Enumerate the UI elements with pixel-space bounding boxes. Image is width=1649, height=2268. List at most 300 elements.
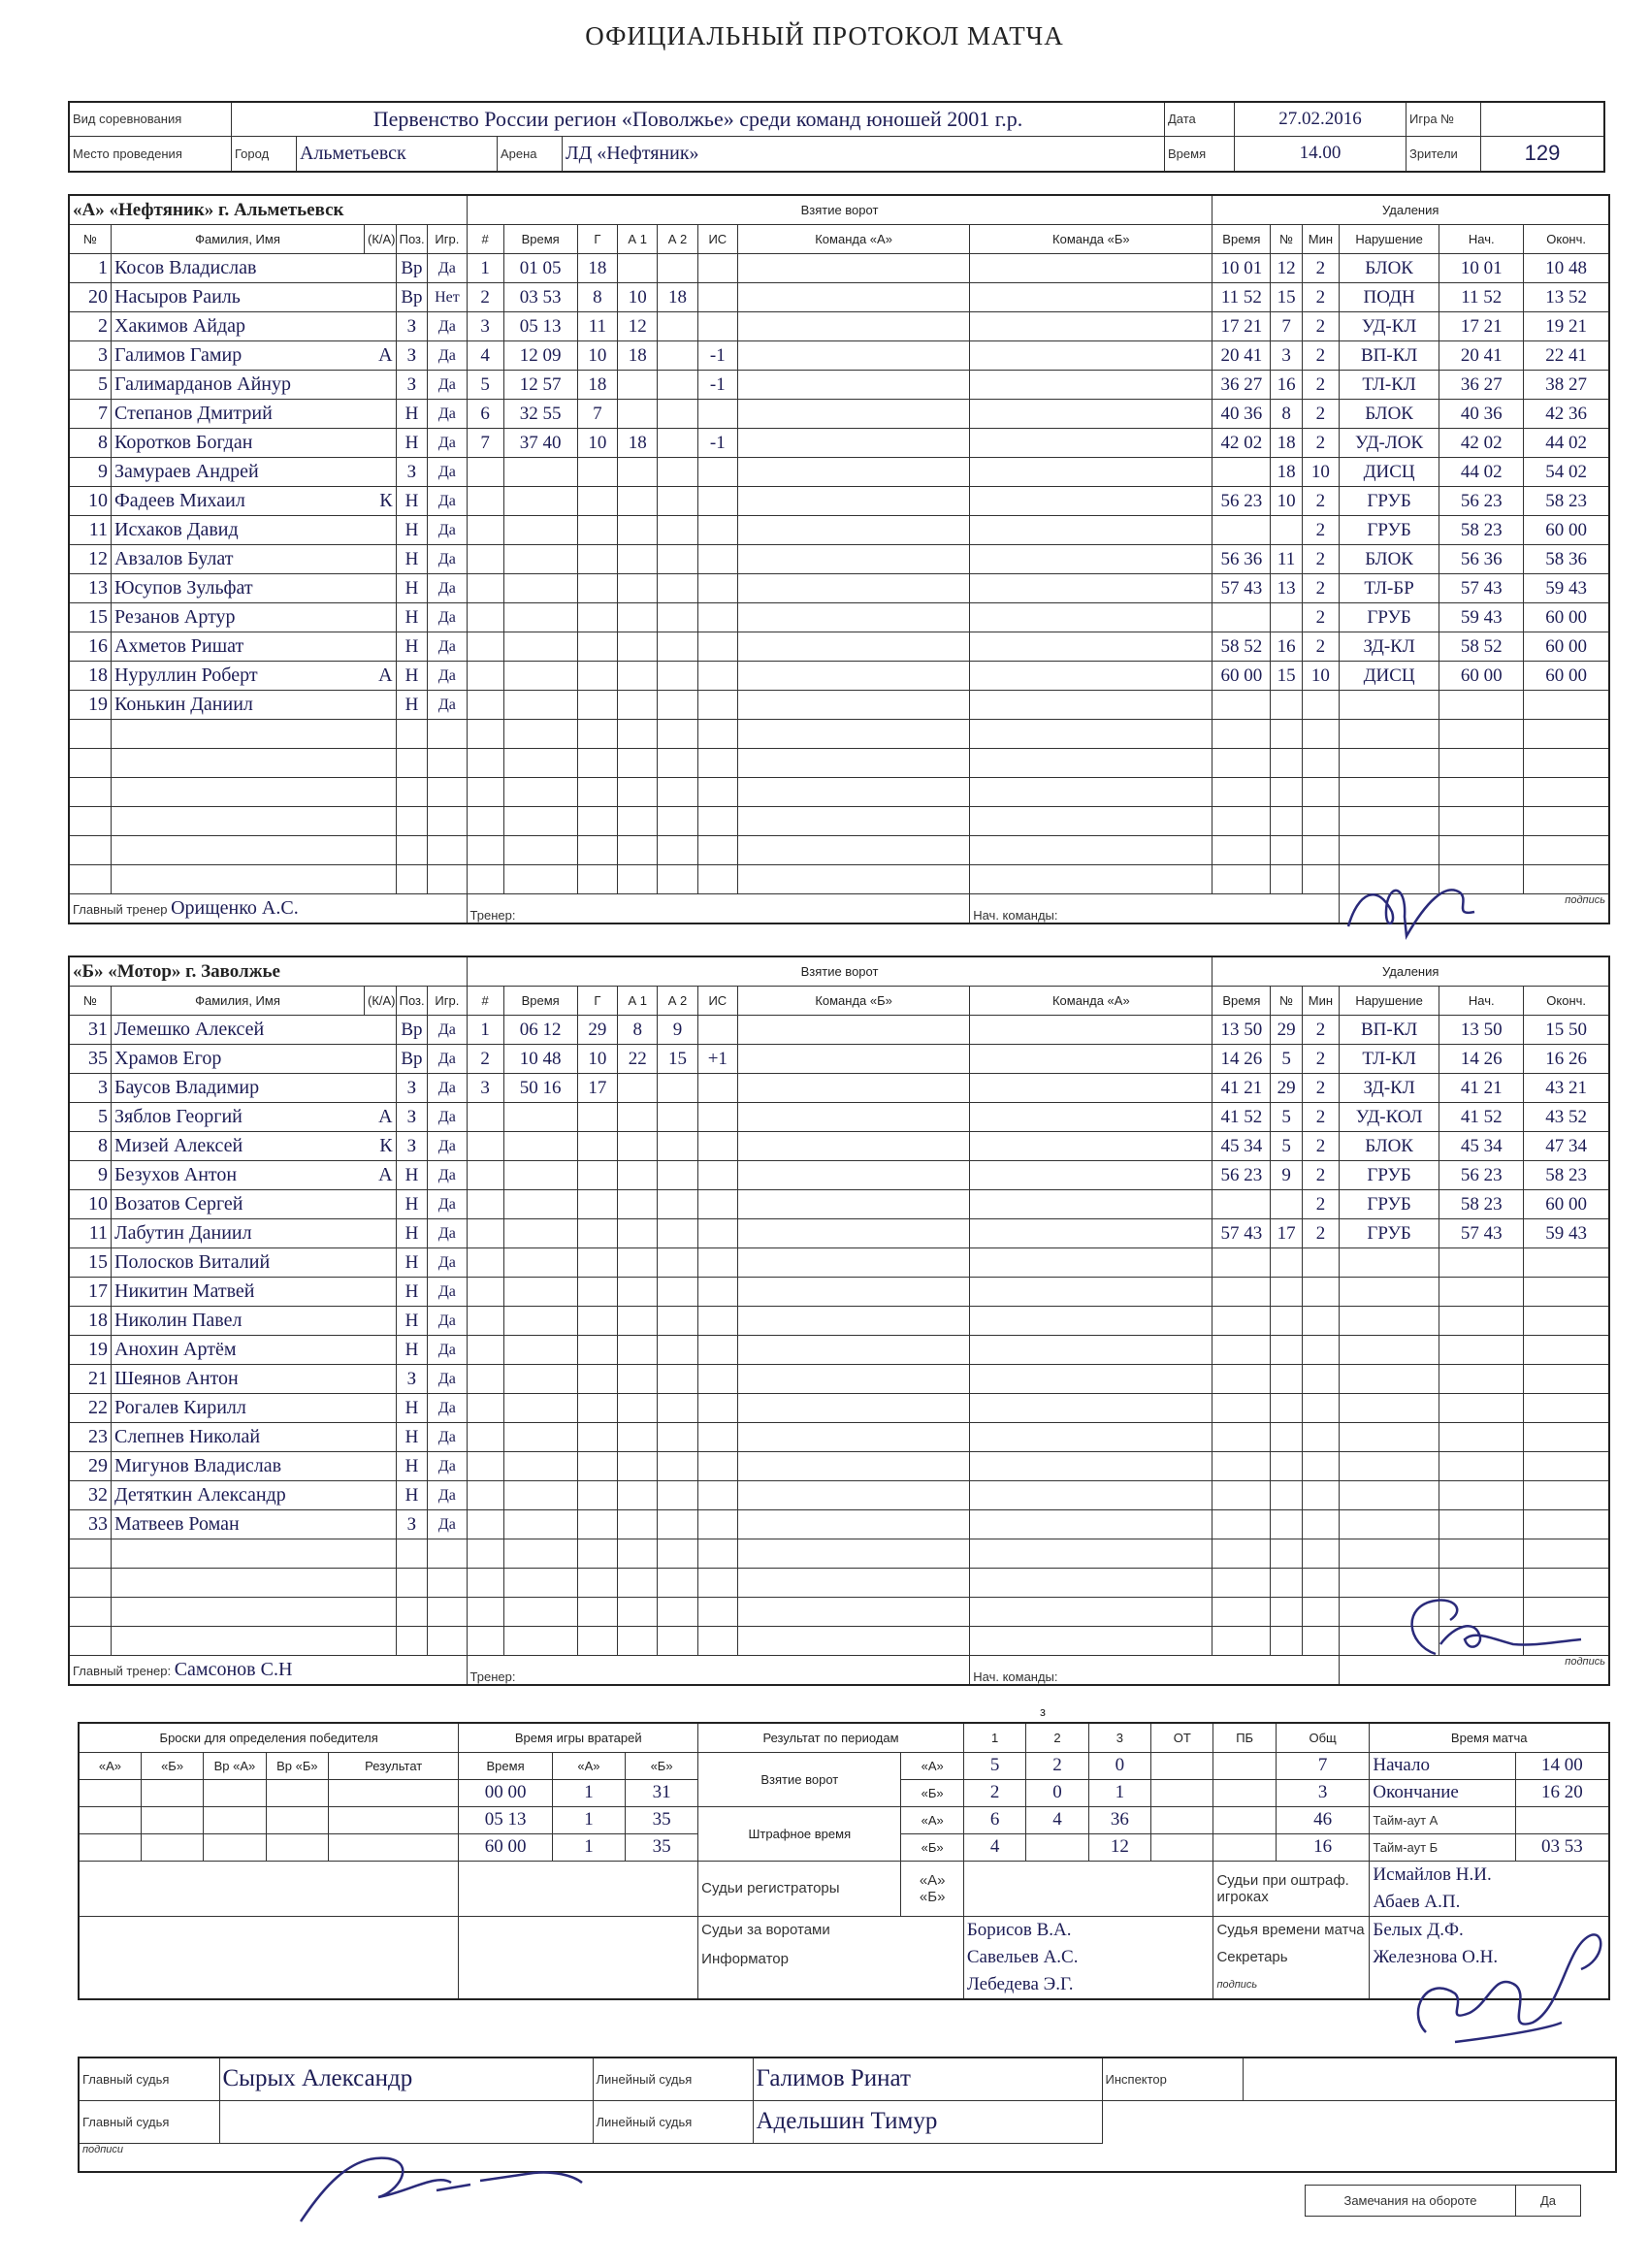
table-row [69, 1539, 1609, 1569]
player-name: Галимарданов Айнур [112, 371, 365, 400]
player-position [396, 1569, 428, 1598]
b-col-14: № [1271, 987, 1303, 1016]
gk-row-1-a: 1 [552, 1779, 625, 1806]
line-team-1 [737, 836, 969, 865]
penalty-player [1271, 516, 1303, 545]
goal-situation [697, 254, 737, 283]
table-row [69, 545, 1609, 574]
penalty-end [1524, 1539, 1609, 1569]
player-position: Н [396, 603, 428, 632]
goal-scorer [577, 574, 617, 603]
player-position: Н [396, 574, 428, 603]
player-name: Мизей Алексей [112, 1132, 365, 1161]
penalty-minutes: 2 [1302, 632, 1339, 662]
line-team-2 [970, 1161, 1212, 1190]
goal-situation [697, 836, 737, 865]
pim-b-ot [1151, 1833, 1213, 1861]
penalty-time: 60 00 [1212, 662, 1271, 691]
player-played [428, 807, 467, 836]
table-row [69, 1016, 1609, 1045]
penalty-player [1271, 1248, 1303, 1278]
penalty-violation [1339, 1394, 1439, 1423]
pim-a-p2: 4 [1026, 1806, 1088, 1833]
penalty-violation: УД-КОЛ [1339, 1103, 1439, 1132]
penalty-minutes: 2 [1302, 341, 1339, 371]
penalty-start: 58 23 [1439, 1190, 1524, 1219]
goal-time [503, 1336, 577, 1365]
penalty-start: 58 23 [1439, 516, 1524, 545]
player-ka [365, 1539, 397, 1569]
goal-scorer [577, 662, 617, 691]
player-ka [365, 1510, 397, 1539]
player-name: Ахметов Ришат [112, 632, 365, 662]
goal-number [467, 574, 503, 603]
goal-number [467, 1132, 503, 1161]
goal-assist-2 [658, 1598, 697, 1627]
line-team-1 [737, 516, 969, 545]
penalty-violation: ГРУБ [1339, 487, 1439, 516]
goal-assist-1 [618, 749, 658, 778]
goal-time [503, 1452, 577, 1481]
goal-time [503, 749, 577, 778]
b-col-16: Нарушение [1339, 987, 1439, 1016]
goal-assist-2 [658, 1132, 697, 1161]
penalty-start: 41 52 [1439, 1103, 1524, 1132]
goal-scorer [577, 1539, 617, 1569]
goal-judge-2: Савельев А.С. [966, 1946, 1079, 1967]
goal-scorer: 10 [577, 341, 617, 371]
player-number: 10 [69, 487, 112, 516]
player-name [112, 720, 365, 749]
player-ka [365, 1569, 397, 1598]
penalty-time: 17 21 [1212, 312, 1271, 341]
penalty-start [1439, 1481, 1524, 1510]
penalty-end: 47 34 [1524, 1132, 1609, 1161]
penalty-time [1212, 1278, 1271, 1307]
penalty-end: 54 02 [1524, 458, 1609, 487]
penalty-start [1439, 1307, 1524, 1336]
goal-assist-1 [618, 1132, 658, 1161]
goal-scorer [577, 1569, 617, 1598]
line-team-2 [970, 1365, 1212, 1394]
player-name: Никитин Матвей [112, 1278, 365, 1307]
goal-situation: +1 [697, 1045, 737, 1074]
player-played: Да [428, 516, 467, 545]
line-team-1 [737, 720, 969, 749]
player-position: Н [396, 1248, 428, 1278]
so-col-result: Результат [329, 1752, 459, 1779]
penalty-minutes [1302, 836, 1339, 865]
penalty-time [1212, 1569, 1271, 1598]
goal-number: 2 [467, 1045, 503, 1074]
goal-assist-1 [618, 1161, 658, 1190]
player-position: Вр [396, 1045, 428, 1074]
gk-title: Время игры вратарей [459, 1723, 698, 1752]
player-played: Да [428, 312, 467, 341]
penalty-time: 36 27 [1212, 371, 1271, 400]
goal-number [467, 1510, 503, 1539]
table-row [69, 1132, 1609, 1161]
b-col-13: Время [1212, 987, 1271, 1016]
line-team-2 [970, 1190, 1212, 1219]
penalty-minutes [1302, 865, 1339, 894]
penalty-violation [1339, 1248, 1439, 1278]
penalty-start [1439, 749, 1524, 778]
remarks-table [1305, 2185, 1581, 2217]
date-label: Дата [1165, 102, 1235, 136]
goal-number [467, 865, 503, 894]
arena-label: Арена [498, 137, 563, 171]
b-col-10: ИС [697, 987, 737, 1016]
goal-assist-2 [658, 1307, 697, 1336]
player-position: Н [396, 487, 428, 516]
player-name [112, 778, 365, 807]
player-position: Н [396, 1219, 428, 1248]
goal-assist-2 [658, 487, 697, 516]
penalty-start: 56 36 [1439, 545, 1524, 574]
player-name: Юсупов Зульфат [112, 574, 365, 603]
goal-number [467, 1219, 503, 1248]
line-team-1 [737, 1423, 969, 1452]
penalty-judges-label: Судьи при оштраф. игроках [1213, 1861, 1370, 1916]
table-row [69, 691, 1609, 720]
penalty-time: 13 50 [1212, 1016, 1271, 1045]
player-position: Н [396, 1423, 428, 1452]
goal-scorer: 18 [577, 254, 617, 283]
player-name: Замураев Андрей [112, 458, 365, 487]
player-number: 7 [69, 400, 112, 429]
goal-time [503, 1598, 577, 1627]
table-row [69, 1481, 1609, 1510]
so-col-gkb: Вр «Б» [266, 1752, 328, 1779]
table-row [69, 720, 1609, 749]
goal-situation [697, 1307, 737, 1336]
penalty-end [1524, 749, 1609, 778]
player-ka [365, 632, 397, 662]
goal-scorer [577, 487, 617, 516]
table-row [69, 1394, 1609, 1423]
player-played: Да [428, 1278, 467, 1307]
goal-assist-2: 18 [658, 283, 697, 312]
player-played: Да [428, 1510, 467, 1539]
penalty-violation [1339, 778, 1439, 807]
player-name: Полосков Виталий [112, 1248, 365, 1278]
a-col-4: Игр. [428, 225, 467, 254]
penalty-violation [1339, 1481, 1439, 1510]
gk-row-2-a: 1 [552, 1806, 625, 1833]
goal-assist-1 [618, 1190, 658, 1219]
line-team-2 [970, 545, 1212, 574]
player-played: Да [428, 1074, 467, 1103]
player-played: Да [428, 1481, 467, 1510]
penalty-violation [1339, 1307, 1439, 1336]
competition-value: Первенство России регион «Поволжье» среди команд юношей 2001 г.р. [232, 102, 1165, 136]
line-team-2 [970, 1219, 1212, 1248]
goal-assist-2 [658, 400, 697, 429]
goals-a-p3: 0 [1088, 1752, 1150, 1779]
city-label: Город [232, 137, 297, 171]
line-ref-label-1: Линейный судья [593, 2057, 753, 2100]
line-team-1 [737, 1539, 969, 1569]
goal-assist-1 [618, 1394, 658, 1423]
penalty-start: 45 34 [1439, 1132, 1524, 1161]
penalty-start: 57 43 [1439, 1219, 1524, 1248]
goal-assist-1 [618, 1248, 658, 1278]
goal-assist-1 [618, 371, 658, 400]
line-team-1 [737, 1394, 969, 1423]
goal-assist-2 [658, 807, 697, 836]
line-team-1 [737, 603, 969, 632]
goal-scorer [577, 1598, 617, 1627]
line-team-2 [970, 1248, 1212, 1278]
line-team-2 [970, 836, 1212, 865]
player-ka [365, 807, 397, 836]
line-team-2 [970, 1045, 1212, 1074]
penalty-player [1271, 807, 1303, 836]
player-number: 20 [69, 283, 112, 312]
goals-a-p1: 5 [963, 1752, 1025, 1779]
penalty-time [1212, 1598, 1271, 1627]
player-position: Н [396, 1190, 428, 1219]
penalty-start: 58 52 [1439, 632, 1524, 662]
penalty-minutes: 2 [1302, 1074, 1339, 1103]
player-name: Детяткин Александр [112, 1481, 365, 1510]
player-ka [365, 1219, 397, 1248]
goal-situation [697, 1365, 737, 1394]
penalty-player: 15 [1271, 662, 1303, 691]
penalty-minutes [1302, 691, 1339, 720]
player-position: Н [396, 691, 428, 720]
penalty-player [1271, 1190, 1303, 1219]
goal-number [467, 1598, 503, 1627]
penalty-violation [1339, 836, 1439, 865]
goal-time [503, 1278, 577, 1307]
player-ka: К [365, 487, 397, 516]
penalty-violation [1339, 720, 1439, 749]
penalty-time [1212, 1452, 1271, 1481]
goal-situation [697, 458, 737, 487]
goal-scorer: 10 [577, 1045, 617, 1074]
penalty-end: 10 48 [1524, 254, 1609, 283]
line-team-2 [970, 400, 1212, 429]
player-name: Мигунов Владислав [112, 1452, 365, 1481]
penalty-violation [1339, 1365, 1439, 1394]
registrars-label: Судьи регистраторы [698, 1861, 901, 1916]
penalty-time [1212, 1510, 1271, 1539]
goal-time [503, 1248, 577, 1278]
spectators-value: 129 [1481, 136, 1605, 172]
penalty-player [1271, 749, 1303, 778]
goals-a-total: 7 [1276, 1752, 1370, 1779]
penalty-time: 41 21 [1212, 1074, 1271, 1103]
penalty-minutes [1302, 1365, 1339, 1394]
player-name: Насыров Раиль [112, 283, 365, 312]
b-col-11: Команда «Б» [737, 987, 969, 1016]
penalty-time [1212, 1627, 1271, 1656]
goal-assist-1 [618, 1598, 658, 1627]
penalty-player: 15 [1271, 283, 1303, 312]
player-number [69, 836, 112, 865]
goal-assist-2 [658, 720, 697, 749]
player-ka [365, 1016, 397, 1045]
team-b-title: «Б» «Мотор» г. Заволжье [69, 956, 467, 987]
a-col-10: ИС [697, 225, 737, 254]
goal-number: 7 [467, 429, 503, 458]
penalty-end: 58 36 [1524, 545, 1609, 574]
b-col-6: Время [503, 987, 577, 1016]
line-team-1 [737, 691, 969, 720]
goal-scorer [577, 691, 617, 720]
penalty-time [1212, 1307, 1271, 1336]
player-position: Вр [396, 254, 428, 283]
penalty-minutes [1302, 1481, 1339, 1510]
goal-assist-2 [658, 1219, 697, 1248]
player-played: Да [428, 400, 467, 429]
line-team-1 [737, 662, 969, 691]
player-number: 29 [69, 1452, 112, 1481]
player-position: Н [396, 516, 428, 545]
goal-assist-2 [658, 1481, 697, 1510]
goal-scorer: 8 [577, 283, 617, 312]
player-ka [365, 1045, 397, 1074]
penalty-end: 58 23 [1524, 1161, 1609, 1190]
player-number: 13 [69, 574, 112, 603]
player-played: Нет [428, 283, 467, 312]
gk-row-3-b: 35 [626, 1833, 698, 1861]
penalty-player [1271, 1539, 1303, 1569]
penalty-minutes: 2 [1302, 283, 1339, 312]
penalty-start [1439, 1248, 1524, 1278]
penalty-player [1271, 691, 1303, 720]
team-b-section [68, 956, 1610, 1686]
coach-label: Главный тренер: [73, 1664, 175, 1678]
player-name: Слепнев Николай [112, 1423, 365, 1452]
penalty-start: 59 43 [1439, 603, 1524, 632]
so-col-b: «Б» [141, 1752, 203, 1779]
remarks-value: Да [1516, 2186, 1581, 2217]
line-team-2 [970, 1336, 1212, 1365]
goal-assist-2 [658, 778, 697, 807]
penalty-time [1212, 720, 1271, 749]
goal-time [503, 1190, 577, 1219]
penalty-violation: ГРУБ [1339, 1161, 1439, 1190]
gk-col-a: «А» [552, 1752, 625, 1779]
goal-assist-1 [618, 865, 658, 894]
player-position [396, 1627, 428, 1656]
pim-a-p1: 6 [963, 1806, 1025, 1833]
penalty-end [1524, 1510, 1609, 1539]
goal-number: 1 [467, 254, 503, 283]
goal-scorer [577, 632, 617, 662]
player-ka [365, 720, 397, 749]
goal-number [467, 632, 503, 662]
goal-time: 12 09 [503, 341, 577, 371]
timekeeper-label: Судья времени матча [1216, 1921, 1365, 1938]
timeout-b-label: Тайм-аут Б [1370, 1833, 1515, 1861]
goal-number [467, 1248, 503, 1278]
penalty-minutes: 2 [1302, 400, 1339, 429]
goal-assist-2 [658, 1161, 697, 1190]
player-played [428, 1539, 467, 1569]
goal-time [503, 1307, 577, 1336]
goal-scorer [577, 1219, 617, 1248]
penalty-player: 16 [1271, 632, 1303, 662]
penalty-player [1271, 1452, 1303, 1481]
goal-scorer [577, 778, 617, 807]
goal-time [503, 574, 577, 603]
penalty-time [1212, 1539, 1271, 1569]
player-position: Н [396, 662, 428, 691]
player-played: Да [428, 1190, 467, 1219]
line-team-2 [970, 487, 1212, 516]
line-team-2 [970, 312, 1212, 341]
goal-number [467, 749, 503, 778]
goal-scorer [577, 1190, 617, 1219]
gk-row-1-time: 00 00 [459, 1779, 553, 1806]
player-name [112, 865, 365, 894]
line-team-2 [970, 1394, 1212, 1423]
table-row [69, 1045, 1609, 1074]
goal-assist-2 [658, 865, 697, 894]
penalty-start: 36 27 [1439, 371, 1524, 400]
table-row [69, 1569, 1609, 1598]
line-team-1 [737, 574, 969, 603]
goal-time [503, 1132, 577, 1161]
penalty-violation [1339, 1452, 1439, 1481]
penalty-minutes [1302, 1539, 1339, 1569]
penalty-minutes: 2 [1302, 429, 1339, 458]
penalty-end [1524, 1394, 1609, 1423]
goal-number [467, 807, 503, 836]
player-ka [365, 1278, 397, 1307]
b-col-3: Поз. [396, 987, 428, 1016]
player-name: Хакимов Айдар [112, 312, 365, 341]
player-name [112, 1569, 365, 1598]
penalty-player: 29 [1271, 1074, 1303, 1103]
table-row [69, 1627, 1609, 1656]
goal-assist-1 [618, 1103, 658, 1132]
coach-label: Главный тренер [73, 902, 172, 917]
penalty-start [1439, 1423, 1524, 1452]
penalty-player [1271, 603, 1303, 632]
pim-b-label: «Б» [901, 1833, 963, 1861]
goal-time [503, 1423, 577, 1452]
a-col-5: # [467, 225, 503, 254]
penalty-player [1271, 1423, 1303, 1452]
player-ka [365, 1074, 397, 1103]
player-played: Да [428, 429, 467, 458]
goal-situation [697, 1278, 737, 1307]
player-position: З [396, 312, 428, 341]
player-position: Н [396, 1161, 428, 1190]
penalty-time [1212, 1423, 1271, 1452]
line-team-2 [970, 1569, 1212, 1598]
player-number: 10 [69, 1190, 112, 1219]
goal-scorer [577, 720, 617, 749]
goal-scorer [577, 1307, 617, 1336]
player-played: Да [428, 1219, 467, 1248]
goals-a-p2: 2 [1026, 1752, 1088, 1779]
player-ka [365, 283, 397, 312]
player-name: Анохин Артём [112, 1336, 365, 1365]
goal-number [467, 1307, 503, 1336]
pim-label: Штрафное время [698, 1806, 901, 1861]
penalty-violation [1339, 1539, 1439, 1569]
penalty-minutes [1302, 778, 1339, 807]
penalty-time: 58 52 [1212, 632, 1271, 662]
penalty-player: 8 [1271, 400, 1303, 429]
goal-assist-1 [618, 1569, 658, 1598]
